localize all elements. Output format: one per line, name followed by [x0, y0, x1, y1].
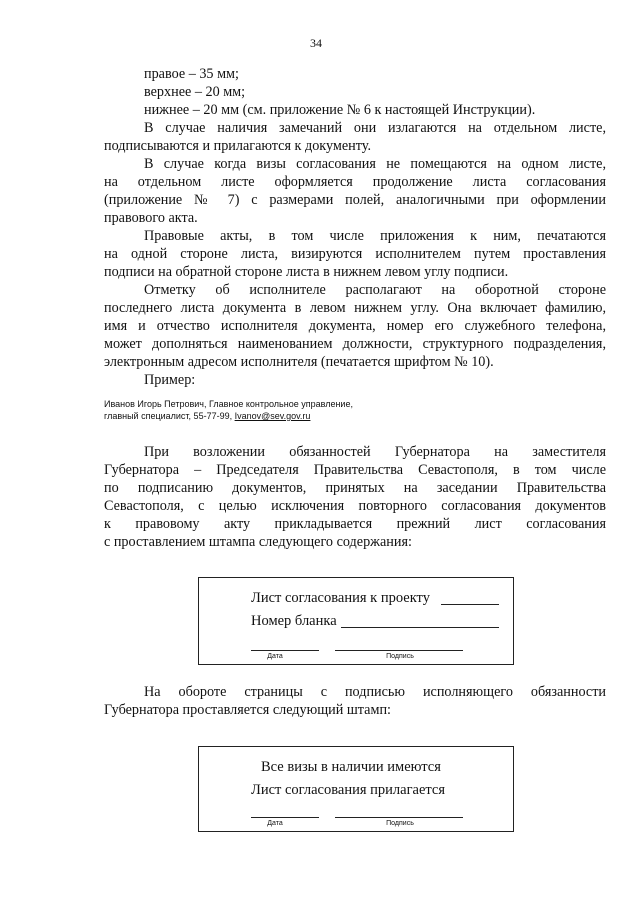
date-line	[251, 650, 319, 651]
page-number: 34	[310, 36, 322, 50]
example-line	[104, 411, 310, 422]
text-line: электронным адресом исполнителя (печатается шрифтом № 10).	[104, 354, 494, 370]
date-caption: Дата	[267, 820, 283, 827]
text-line: с проставлением штампа следующего содержания:	[104, 534, 412, 550]
text-line: на отдельном листе оформляется продолжение листа согласования	[104, 174, 606, 190]
text-line: Губернатора – Председателя Правительства Севастополя, в том числе	[104, 462, 606, 478]
text-line: правое – 35 мм;	[144, 66, 239, 82]
text-line: может дополняться наименованием должности, структурного подразделения,	[104, 336, 606, 352]
text-line: по подписанию документов, принятых на заседании Правительства	[104, 480, 606, 496]
stamp-line-2: Лист согласования прилагается	[251, 782, 446, 798]
example-prefix: главный специалист, 55-77-99,	[104, 411, 235, 421]
signature-line	[335, 817, 463, 818]
text-line: В случае когда визы согласования не помещаются на одном листе,	[144, 156, 606, 172]
date-line	[251, 817, 319, 818]
stamp-line-1: Все визы в наличии имеются	[261, 759, 441, 775]
text-line: Отметку об исполнителе располагают на оборотной стороне	[144, 282, 606, 298]
text-line: При возложении обязанностей Губернатора на заместителя	[144, 444, 606, 460]
text-line: нижнее – 20 мм (см. приложение № 6 к настоящей Инструкции).	[144, 102, 536, 118]
text-line: В случае наличия замечаний они излагаются на отдельном листе,	[144, 120, 606, 136]
stamp-line-2: Номер бланка	[251, 613, 337, 629]
text-line: имя и отчество исполнителя документа, номер его служебного телефона,	[104, 318, 606, 334]
stamp-line-1: Лист согласования к проекту	[251, 590, 430, 606]
approval-stamp	[198, 577, 514, 665]
stamp-fill-line	[441, 604, 499, 605]
text-line: Правовые акты, в том числе приложения к ним, печатаются	[144, 228, 606, 244]
text-line: На обороте страницы с подписью исполняющего обязанности	[144, 684, 606, 700]
text-line: верхнее – 20 мм;	[144, 84, 246, 100]
signature-caption: Подпись	[386, 820, 414, 827]
text-line: на одной стороне листа, визируются исполнителем путем проставления	[104, 246, 606, 262]
example-email-link[interactable]: Ivanov@sev.gov.ru	[234, 411, 311, 421]
text-line: Севастополя, с целью исключения повторного согласования документов	[104, 498, 606, 514]
text-line: Губернатора проставляется следующий штамп:	[104, 702, 391, 718]
text-line: (приложение № 7) с размерами полей, аналогичными при оформлении	[104, 192, 606, 208]
text-line: Пример:	[144, 372, 196, 388]
signature-line	[335, 650, 463, 651]
visa-stamp	[198, 746, 514, 832]
text-line: к правовому акту прикладывается прежний лист согласования	[104, 516, 606, 532]
date-caption: Дата	[267, 653, 283, 660]
text-line: последнего листа документа в левом нижнем углу. Она включает фамилию,	[104, 300, 606, 316]
text-line: правового акта.	[104, 210, 198, 226]
text-line: подписываются и прилагаются к документу.	[104, 138, 371, 154]
signature-caption: Подпись	[386, 653, 414, 660]
text-line: подписи на обратной стороне листа в нижнем левом углу подписи.	[104, 264, 509, 280]
example-line: Иванов Игорь Петрович, Главное контрольное управление,	[104, 399, 353, 409]
stamp-fill-line	[341, 627, 499, 628]
